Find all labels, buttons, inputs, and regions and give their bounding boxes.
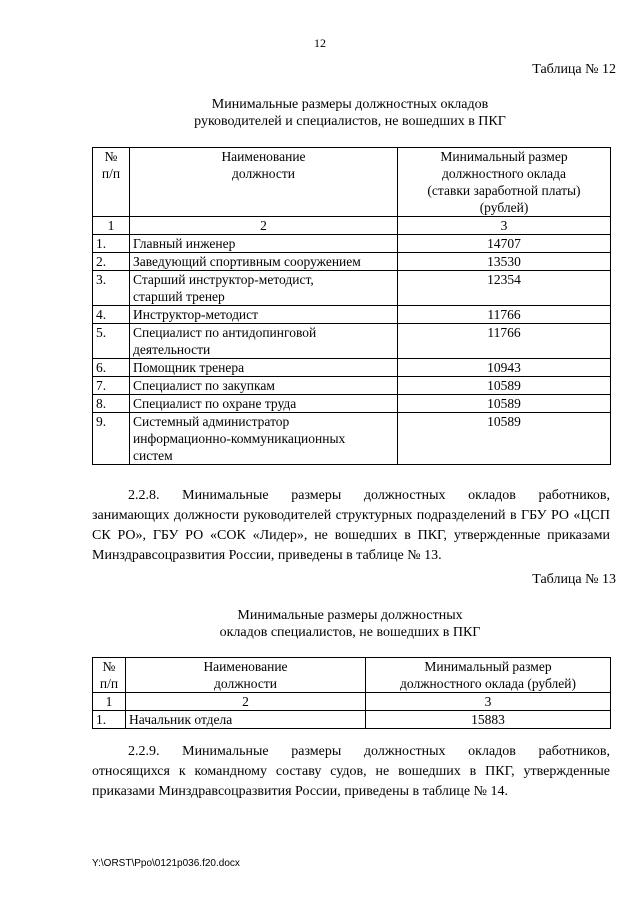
row-num: 8. xyxy=(93,395,130,413)
row-num: 1. xyxy=(93,711,126,729)
table-row xyxy=(93,306,611,324)
row-name-line: информационно-коммуникационных xyxy=(133,431,346,446)
table-13-title-line: окладов специалистов, не вошедших в ПКГ xyxy=(219,625,481,640)
header-text: (ставки заработной платы) xyxy=(427,183,581,198)
header-text: № xyxy=(104,149,118,164)
header-text: Минимальный размер xyxy=(440,149,568,164)
row-salary: 11766 xyxy=(398,324,611,359)
row-salary: 15883 xyxy=(366,711,611,729)
table-index-row xyxy=(93,693,611,711)
header-salary-cell xyxy=(398,148,611,217)
row-name-line: Заведующий спортивным сооружением xyxy=(133,254,361,269)
row-name-line: Старший инструктор-методист, xyxy=(133,272,314,287)
row-num: 7. xyxy=(93,377,130,395)
paragraph-body: занимающих должности руководителей структурных подразделений в ГБУ РО «ЦСП СК РО», ГБУ РО «СОК «Лидер», не вошедших в ПКГ, утвержденные приказами Минздравсоцразвития России, приведены в таблице № 13. xyxy=(92,508,610,563)
row-name-line: Инструктор-методист xyxy=(133,307,259,322)
row-num: 1. xyxy=(93,235,130,253)
table-row xyxy=(93,359,611,377)
table-13-title-line: Минимальные размеры должностных xyxy=(237,608,463,623)
header-text: п/п xyxy=(101,166,121,181)
row-name xyxy=(130,253,398,271)
row-name xyxy=(130,413,398,465)
table-row xyxy=(93,377,611,395)
table-row xyxy=(93,395,611,413)
table-row xyxy=(93,324,611,359)
header-name-cell xyxy=(126,658,366,693)
row-salary: 10943 xyxy=(398,359,611,377)
header-text: Наименование xyxy=(221,149,306,164)
row-num: 3. xyxy=(93,271,130,306)
row-name-line: Специалист по закупкам xyxy=(133,378,275,393)
table-13 xyxy=(92,657,611,729)
row-salary: 10589 xyxy=(398,377,611,395)
header-name-cell xyxy=(130,148,398,217)
row-name xyxy=(130,395,398,413)
row-num: 6. xyxy=(93,359,130,377)
header-text: (рублей) xyxy=(479,200,529,215)
row-num: 2. xyxy=(93,253,130,271)
table-row xyxy=(93,235,611,253)
header-text: № xyxy=(102,659,116,674)
row-num: 5. xyxy=(93,324,130,359)
header-text: Наименование xyxy=(203,659,288,674)
row-name-line: Главный инженер xyxy=(133,236,236,251)
header-salary-cell xyxy=(366,658,611,693)
row-name xyxy=(130,324,398,359)
row-name-line: систем xyxy=(133,448,173,463)
row-name xyxy=(130,377,398,395)
table-row xyxy=(93,711,611,729)
table-12-title xyxy=(0,96,640,130)
row-name-line: Помощник тренера xyxy=(133,360,245,375)
row-name xyxy=(130,359,398,377)
row-name xyxy=(130,271,398,306)
row-salary: 11766 xyxy=(398,306,611,324)
table-13-title xyxy=(0,607,640,641)
header-num-cell xyxy=(93,658,126,693)
row-name-line: старший тренер xyxy=(133,289,225,304)
table-12-label: Таблица № 12 xyxy=(532,62,616,77)
row-name-line: Специалист по охране труда xyxy=(133,396,297,411)
row-num: 9. xyxy=(93,413,130,465)
row-name xyxy=(130,235,398,253)
row-num: 4. xyxy=(93,306,130,324)
header-text: должности xyxy=(232,166,295,181)
row-salary: 10589 xyxy=(398,395,611,413)
index-cell: 1 xyxy=(93,693,126,711)
row-salary: 13530 xyxy=(398,253,611,271)
paragraph-body: относящихся к командному составу судов, не вошедших в ПКГ, утвержденные приказами Минздравсоцразвития России, приведены в таблице № 14. xyxy=(92,764,610,799)
row-salary: 12354 xyxy=(398,271,611,306)
index-cell: 3 xyxy=(398,217,611,235)
header-num-cell xyxy=(93,148,130,217)
footer-file-path: Y:\ORST\Ppo\0121p036.f20.docx xyxy=(92,858,240,869)
paragraph-2-2-8 xyxy=(92,486,610,566)
row-name: Начальник отдела xyxy=(126,711,366,729)
table-row xyxy=(93,253,611,271)
page-number: 12 xyxy=(314,36,326,50)
table-row xyxy=(93,413,611,465)
table-12-title-line: Минимальные размеры должностных окладов xyxy=(211,97,489,112)
table-row xyxy=(93,271,611,306)
table-header-row xyxy=(93,658,611,693)
index-cell: 1 xyxy=(93,217,130,235)
index-cell: 2 xyxy=(130,217,398,235)
paragraph-first-line: 2.2.8. Минимальные размеры должностных окладов работников, xyxy=(128,488,610,503)
table-12-title-line: руководителей и специалистов, не вошедших в ПКГ xyxy=(194,114,506,129)
table-13-label: Таблица № 13 xyxy=(532,572,616,587)
paragraph-first-line: 2.2.9. Минимальные размеры должностных окладов работников, xyxy=(128,744,610,759)
row-name-line: Системный администратор xyxy=(133,414,290,429)
index-cell: 2 xyxy=(126,693,366,711)
paragraph-2-2-9 xyxy=(92,742,610,802)
header-text: должностного оклада (рублей) xyxy=(400,676,576,691)
row-salary: 10589 xyxy=(398,413,611,465)
index-cell: 3 xyxy=(366,693,611,711)
row-name-line: Специалист по антидопинговой xyxy=(133,325,317,340)
table-12 xyxy=(92,147,611,465)
row-salary: 14707 xyxy=(398,235,611,253)
header-text: должности xyxy=(214,676,277,691)
header-text: должностного оклада xyxy=(442,166,566,181)
table-index-row xyxy=(93,217,611,235)
header-text: п/п xyxy=(99,676,119,691)
header-text: Минимальный размер xyxy=(424,659,552,674)
row-name xyxy=(130,306,398,324)
table-header-row xyxy=(93,148,611,217)
row-name-line: деятельности xyxy=(133,342,211,357)
